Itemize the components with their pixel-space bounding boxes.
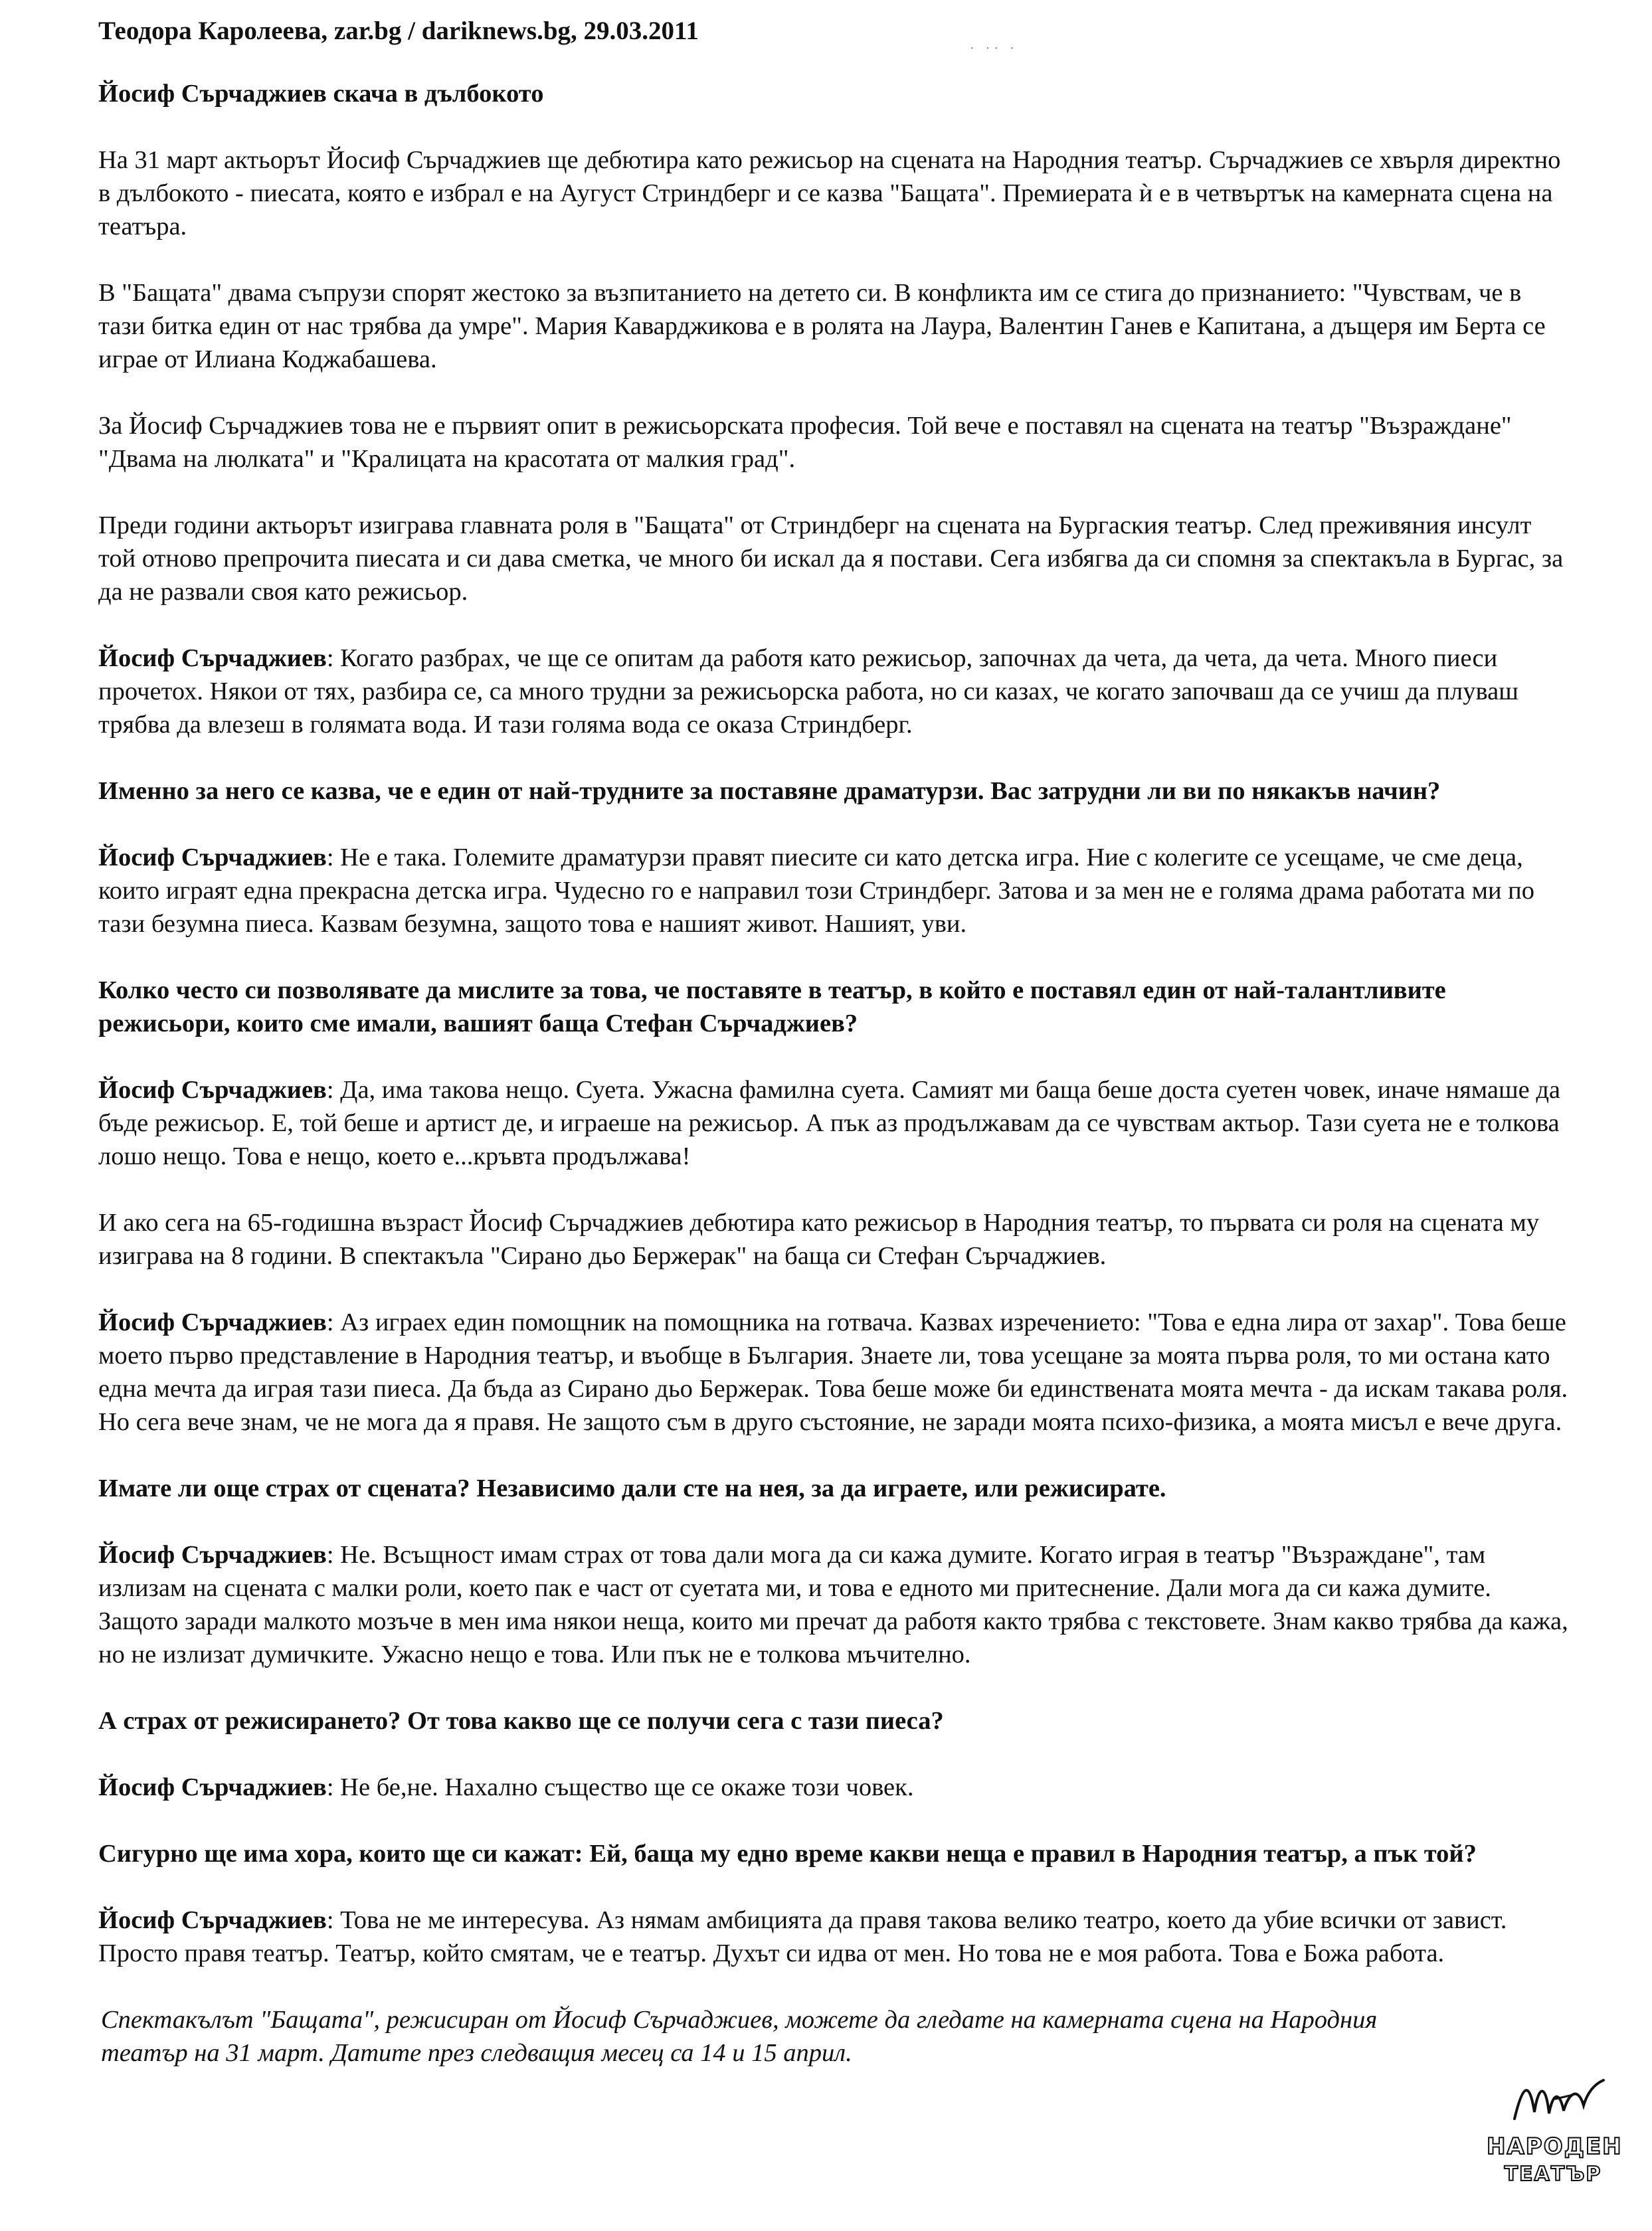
answer-2 [98,841,1573,940]
stamp-line-2: ТЕАТЪР [1504,2163,1602,2186]
answer-7 [98,1904,1573,1970]
question-5: Сигурно ще има хора, които ще си кажат: Ей, баща му едно време какви неща е правил в Народния театър, а пък той? [98,1840,1477,1868]
paragraph-experience: За Йосиф Сърчаджиев това не е първият опит в режисьорската професия. Той вече е поставял на сцената на театър "Възраждане" "Двама на люлката" и "Кралицата на красотата от малкия град". [98,412,1512,473]
paragraph-intro: На 31 март актьорът Йосиф Сърчаджиев ще дебютира като режисьор на сцената на Народния театър. Сърчаджиев се хвърля директно в дълбокото - пиесата, която е избрал е на Аугуст Стриндберг и се казва "Бащата". Премиерата ѝ е в четвъртък на камерната сцена на театъра. [98,146,1561,240]
signature-icon [1509,2072,1609,2132]
speaker-name: Йосиф Сърчаджиев [98,1541,327,1569]
speaker-name: Йосиф Сърчаджиев [98,1308,327,1336]
speaker-name: Йосиф Сърчаджиев [98,1906,327,1934]
paragraph-first-role: И ако сега на 65-годишна възраст Йосиф Сърчаджиев дебютира като режисьор в Народния театър, то първата си роля на сцената му изиграва на 8 години. В спектакъла "Сирано дьо Бержерак" на баща си Стефан Сърчаджиев. [98,1209,1540,1270]
article-body [98,77,1573,2103]
closing-note: Спектакълът "Бащата", режисиран от Йосиф Сърчаджиев, можете да гледате на камерната сцена на Народния театър на 31 март. Датите през следващия месец са 14 и 15 април. [101,2006,1378,2067]
speaker-name: Йосиф Сърчаджиев [98,1773,327,1801]
answer-text: : Когато разбрах, че ще се опитам да работя като режисьор, започнах да чета, да чета, да чета. Много пиеси прочетох. Някои от тях, разбира се, са много трудни за режисьорска работа, но си казах, че когато започваш да се учиш да плуваш трябва да влезеш в голямата вода. И тази голяма вода се оказа Стриндберг. [98,644,1518,739]
answer-4 [98,1306,1573,1439]
speaker-name: Йосиф Сърчаджиев [98,1076,327,1104]
question-3: Имате ли още страх от сцената? Независимо дали сте на нея, за да играете, или режисирате. [98,1474,1166,1502]
scan-specks-decoration: · ·· · [970,41,1018,56]
answer-3 [98,1073,1573,1173]
question-1: Именно за него се казва, че е един от най-трудните за поставяне драматурзи. Вас затрудни ли ви по някакъв начин? [98,777,1441,805]
answer-text: : Аз играех един помощник на помощника на готвача. Казвах изречението: "Това е една лира от захар". Това беше моето първо представление в Народния театър, и въобще в България. Знаете ли, това усещане за моята първа роля, то ми остана като една мечта да играя тази пиеса. Да бъда аз Сирано дьо Бержерак. Това беше може би единствената моята мечта - да искам такава роля. Но сега вече знам, че не мога да я правя. Не защото съм в друго състояние, не заради моята психо-физика, а моята мисъл е вече друга. [98,1308,1568,1436]
national-theatre-stamp [1487,2072,1623,2198]
answer-6 [98,1771,1573,1804]
paragraph-plot: В "Бащата" двама съпрузи спорят жестоко за възпитанието на детето си. В конфликта им се стига до признанието: "Чувствам, че в тази битка един от нас трябва да умре". Мария Каварджикова е в ролята на Лаура, Валентин Ганев е Капитана, а дъщеря им Берта се играе от Илиана Коджабашева. [98,279,1546,373]
answer-5 [98,1538,1573,1671]
paragraph-background: Преди години актьорът изиграва главната роля в "Бащата" от Стриндберг на сцената на Бургаския театър. След преживяния инсулт той отново препрочита пиесата и си дава сметка, че много би искал да я постави. Сега избягва да си спомня за спектакъла в Бургас, за да не развали своя като режисьор. [98,511,1564,606]
answer-1 [98,642,1573,741]
speaker-name: Йосиф Сърчаджиев [98,844,327,871]
speaker-name: Йосиф Сърчаджиев [98,644,327,672]
answer-text: : Да, има такова нещо. Суета. Ужасна фамилна суета. Самият ми баща беше доста суетен човек, иначе нямаше да бъде режисьор. Е, той беше и артист де, и играеше на режисьор. А пък аз продължавам да се чувствам актьор. Тази суета не е толкова лошо нещо. Това е нещо, което е...кръвта продължава! [98,1076,1560,1170]
question-2: Колко често си позволявате да мислите за това, че поставяте в театър, в който е поставял един от най-талантливите режисьори, които сме имали, вашият баща Стефан Сърчаджиев? [98,976,1446,1037]
answer-text: : Не бе,не. Нахално същество ще се окаже този човек. [326,1773,914,1801]
question-4: А страх от режисирането? От това какво ще се получи сега с тази пиеса? [98,1707,944,1735]
answer-text: : Това не ме интересува. Аз нямам амбицията да правя такова велико театро, което да убие всички от завист. Просто правя театър. Театър, който смятам, че е театър. Духът си идва от мен. Но това не е моя работа. Това е Божа работа. [98,1906,1507,1967]
answer-text: : Не. Всъщност имам страх от това дали мога да си кажа думите. Когато играя в театър "Възраждане", там излизам на сцената с малки роли, което пак е част от суетата ми, и това е едното ми притеснение. Дали мога да си кажа думите. Защото заради малкото мозъче в мен има някои неща, които ми пречат да работя както трябва с текстовете. Знам какво трябва да кажа, но не излизат думичките. Ужасно нещо е това. Или пък не е толкова мъчително. [98,1541,1568,1668]
byline: Теодора Каролеева, zar.bg / dariknews.bg, 29.03.2011 [98,17,699,45]
stamp-line-1: НАРОДЕН [1487,2133,1623,2160]
answer-text: : Не е така. Големите драматурзи правят пиесите си като детска игра. Ние с колегите се усещаме, че сме деца, които играят една прекрасна детска игра. Чудесно го е направил този Стриндберг. Затова и за мен не е голяма драма работата ми по тази безумна пиеса. Казвам безумна, защото това е нашият живот. Нашият, уви. [98,844,1535,938]
headline: Йосиф Сърчаджиев скача в дълбокото [98,80,544,108]
